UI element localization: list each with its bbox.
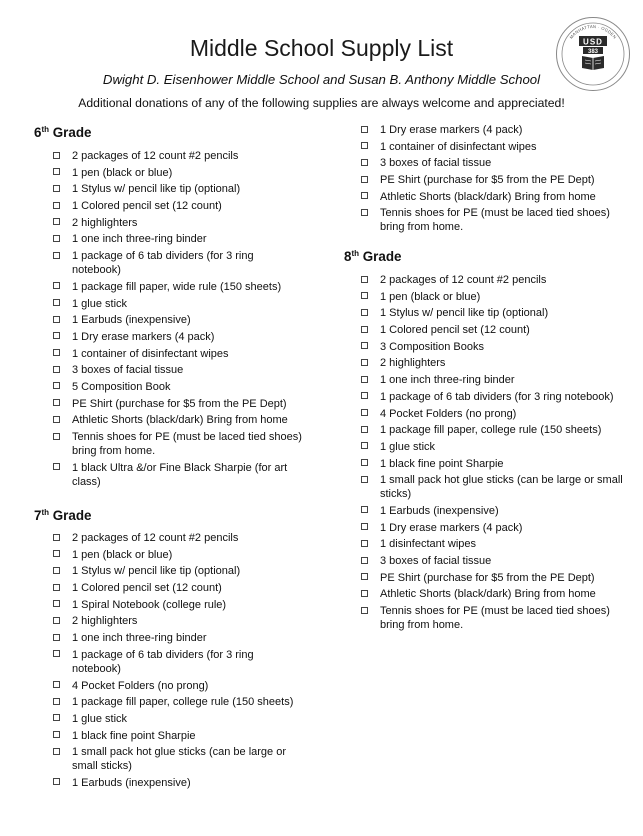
- supply-item: [34, 216, 304, 230]
- checkbox-icon[interactable]: [53, 698, 60, 705]
- supply-item-text: 2 highlighters: [72, 216, 138, 229]
- checkbox-icon[interactable]: [53, 731, 60, 738]
- checkbox-icon[interactable]: [53, 299, 60, 306]
- checkbox-icon[interactable]: [361, 276, 368, 283]
- supply-item-text: 5 Composition Book: [72, 380, 171, 393]
- checkbox-icon[interactable]: [53, 152, 60, 159]
- supply-item: [34, 745, 304, 773]
- supply-item-text: 1 Colored pencil set (12 count): [72, 200, 222, 213]
- supply-item-text: Athletic Shorts (black/dark) Bring from home: [72, 414, 288, 427]
- supply-item: [344, 407, 624, 421]
- checkbox-icon[interactable]: [53, 600, 60, 607]
- supply-item-text: 2 packages of 12 count #2 pencils: [380, 274, 547, 286]
- checkbox-icon[interactable]: [53, 349, 60, 356]
- supply-item-text: 1 Earbuds (inexpensive): [72, 776, 191, 789]
- supply-item: [34, 631, 304, 645]
- checkbox-icon[interactable]: [53, 681, 60, 688]
- supply-item: [34, 413, 304, 427]
- supply-item-text: 1 Stylus w/ pencil like tip (optional): [380, 307, 549, 320]
- supply-item-text: 3 boxes of facial tissue: [380, 555, 492, 567]
- supply-item: [34, 232, 304, 246]
- checkbox-icon[interactable]: [53, 399, 60, 406]
- supply-item: [34, 461, 304, 489]
- checkbox-icon[interactable]: [361, 342, 368, 349]
- supply-item-text: 1 glue stick: [380, 440, 436, 453]
- supply-item-text: 1 Spiral Notebook (college rule): [72, 598, 227, 611]
- supply-list-7th: [34, 531, 304, 793]
- supply-item: [34, 531, 304, 545]
- supply-item-text: 1 Colored pencil set (12 count): [72, 582, 222, 595]
- supply-item: [34, 430, 304, 458]
- checkbox-icon[interactable]: [361, 376, 368, 383]
- supply-item: [344, 290, 624, 304]
- supply-item-text: 1 Dry erase markers (4 pack): [380, 124, 523, 136]
- grade-number: 8: [344, 249, 352, 264]
- supply-item-text: 1 black Ultra &/or Fine Black Sharpie (for art class): [72, 461, 288, 488]
- supply-item: [34, 280, 304, 294]
- supply-item: [344, 587, 624, 601]
- supply-item: [34, 166, 304, 180]
- supply-item-text: 3 boxes of facial tissue: [72, 364, 184, 377]
- grade-suffix: th: [41, 508, 50, 517]
- checkbox-icon[interactable]: [361, 159, 368, 166]
- supply-item: [34, 363, 304, 377]
- supply-item-text: 1 Earbuds (inexpensive): [380, 504, 499, 517]
- grade-heading-8th: [344, 248, 401, 266]
- supply-item-text: 1 package of 6 tab dividers (for 3 ring notebook): [72, 648, 254, 675]
- supply-item-text: 1 package of 6 tab dividers (for 3 ring notebook): [380, 390, 614, 403]
- checkbox-icon[interactable]: [361, 506, 368, 513]
- checkbox-icon[interactable]: [53, 252, 60, 259]
- checkbox-icon[interactable]: [53, 584, 60, 591]
- checkbox-icon[interactable]: [53, 433, 60, 440]
- supply-item: [344, 340, 624, 354]
- checkbox-icon[interactable]: [361, 292, 368, 299]
- supply-item: [344, 390, 624, 404]
- page-title: Middle School Supply List: [189, 35, 454, 61]
- supply-item: [34, 397, 304, 411]
- supply-item-text: 1 black fine point Sharpie: [380, 457, 504, 470]
- supply-item: [344, 373, 624, 387]
- checkbox-icon[interactable]: [361, 590, 368, 597]
- supply-item: [344, 423, 624, 437]
- supply-item: [34, 695, 304, 709]
- supply-item-text: 1 glue stick: [72, 712, 128, 725]
- seal-district-number: 383: [587, 48, 599, 55]
- supply-item: [344, 140, 624, 154]
- supply-item: [344, 123, 624, 137]
- checkbox-icon[interactable]: [361, 442, 368, 449]
- supply-item-text: 1 package fill paper, college rule (150 sheets): [380, 424, 602, 437]
- supply-item-text: PE Shirt (purchase for $5 from the PE Dept): [380, 571, 595, 584]
- supply-item-text: 1 one inch three-ring binder: [72, 233, 207, 246]
- supply-item: [344, 190, 624, 204]
- supply-item: [344, 440, 624, 454]
- supply-item: [34, 564, 304, 578]
- donations-note: Additional donations of any of the following supplies are always welcome and appreciated!: [78, 96, 565, 110]
- supply-list-7th-continued: [344, 123, 624, 237]
- checkbox-icon[interactable]: [53, 634, 60, 641]
- supply-item: [34, 648, 304, 676]
- supply-item-text: Athletic Shorts (black/dark) Bring from home: [380, 588, 596, 601]
- supply-item-text: 1 pen (black or blue): [72, 166, 173, 179]
- supply-item-text: 3 Composition Books: [380, 340, 484, 353]
- seal-ring-text: MANHATTAN · OGDEN: [568, 23, 618, 40]
- checkbox-icon[interactable]: [53, 185, 60, 192]
- supply-item-text: 1 disinfectant wipes: [380, 538, 476, 551]
- supply-item: [34, 729, 304, 743]
- supply-item-text: 3 boxes of facial tissue: [380, 157, 492, 170]
- supply-item: [344, 323, 624, 337]
- supply-item: [344, 173, 624, 187]
- checkbox-icon[interactable]: [53, 748, 60, 755]
- grade-heading-6th: [34, 124, 91, 142]
- supply-item-text: 1 Stylus w/ pencil like tip (optional): [72, 183, 241, 196]
- checkbox-icon[interactable]: [53, 218, 60, 225]
- supply-item: [34, 347, 304, 361]
- supply-item: [344, 273, 624, 287]
- checkbox-icon[interactable]: [361, 409, 368, 416]
- supply-item: [34, 199, 304, 213]
- supply-item-text: 1 Dry erase markers (4 pack): [380, 521, 523, 534]
- checkbox-icon[interactable]: [53, 316, 60, 323]
- supply-item-text: 4 Pocket Folders (no prong): [72, 679, 209, 692]
- supply-item: [344, 554, 624, 568]
- checkbox-icon[interactable]: [53, 463, 60, 470]
- seal-usd-letters: USD: [583, 37, 603, 47]
- supply-item-text: 1 pen (black or blue): [380, 290, 481, 303]
- grade-heading-7th: [34, 507, 91, 525]
- supply-item: [34, 380, 304, 394]
- checkbox-icon[interactable]: [53, 650, 60, 657]
- supply-item-text: 2 packages of 12 count #2 pencils: [72, 532, 239, 544]
- checkbox-icon[interactable]: [361, 192, 368, 199]
- supply-item: [34, 548, 304, 562]
- checkbox-icon[interactable]: [53, 235, 60, 242]
- checkbox-icon[interactable]: [361, 607, 368, 614]
- checkbox-icon[interactable]: [361, 326, 368, 333]
- checkbox-icon[interactable]: [53, 382, 60, 389]
- grade-label: Grade: [362, 249, 402, 264]
- checkbox-icon[interactable]: [361, 476, 368, 483]
- supply-item: [344, 457, 624, 471]
- checkbox-icon[interactable]: [53, 550, 60, 557]
- supply-item-text: 1 container of disinfectant wipes: [380, 140, 537, 153]
- supply-item: [344, 356, 624, 370]
- supply-item: [34, 614, 304, 628]
- grade-suffix: th: [41, 125, 50, 134]
- supply-item-text: 1 Colored pencil set (12 count): [380, 324, 530, 337]
- supply-item: [344, 571, 624, 585]
- checkbox-icon[interactable]: [53, 567, 60, 574]
- supply-item-text: 1 glue stick: [72, 297, 128, 310]
- supply-item: [344, 537, 624, 551]
- checkbox-icon[interactable]: [361, 392, 368, 399]
- grade-number: 6: [34, 125, 42, 140]
- supply-item-text: PE Shirt (purchase for $5 from the PE Dept): [380, 174, 595, 187]
- checkbox-icon[interactable]: [361, 573, 368, 580]
- supply-item: [34, 598, 304, 612]
- supply-item-text: 1 package fill paper, wide rule (150 sheets): [72, 280, 282, 293]
- checkbox-icon[interactable]: [361, 142, 368, 149]
- checkbox-icon[interactable]: [53, 366, 60, 373]
- checkbox-icon[interactable]: [361, 426, 368, 433]
- supply-item: [34, 581, 304, 595]
- supply-item: [34, 776, 304, 790]
- supply-item: [34, 679, 304, 693]
- checkbox-icon[interactable]: [53, 168, 60, 175]
- supply-item: [34, 149, 304, 163]
- supply-item: [344, 156, 624, 170]
- supply-item: [344, 473, 624, 501]
- checkbox-icon[interactable]: [361, 126, 368, 133]
- checkbox-icon[interactable]: [361, 557, 368, 564]
- supply-item-text: 1 Dry erase markers (4 pack): [72, 330, 215, 343]
- checkbox-icon[interactable]: [361, 176, 368, 183]
- supply-item: [34, 712, 304, 726]
- supply-item-text: 2 highlighters: [380, 357, 446, 370]
- checkbox-icon[interactable]: [361, 540, 368, 547]
- district-seal-logo: [555, 16, 631, 92]
- supply-item-text: 1 one inch three-ring binder: [72, 632, 207, 645]
- checkbox-icon[interactable]: [53, 202, 60, 209]
- supply-item-text: 1 black fine point Sharpie: [72, 729, 196, 742]
- checkbox-icon[interactable]: [53, 617, 60, 624]
- supply-item: [344, 206, 624, 234]
- supply-item-text: Athletic Shorts (black/dark) Bring from home: [380, 190, 596, 203]
- supply-item: [34, 330, 304, 344]
- supply-item-text: 1 small pack hot glue sticks (can be large or small sticks): [72, 746, 286, 773]
- supply-item-text: 2 highlighters: [72, 615, 138, 628]
- checkbox-icon[interactable]: [361, 309, 368, 316]
- checkbox-icon[interactable]: [361, 209, 368, 216]
- supply-item: [344, 306, 624, 320]
- checkbox-icon[interactable]: [53, 282, 60, 289]
- supply-item: [34, 313, 304, 327]
- supply-item: [344, 604, 624, 632]
- supply-item: [344, 504, 624, 518]
- checkbox-icon[interactable]: [53, 332, 60, 339]
- supply-item: [34, 182, 304, 196]
- supply-item-text: 1 one inch three-ring binder: [380, 374, 515, 387]
- checkbox-icon[interactable]: [361, 359, 368, 366]
- checkbox-icon[interactable]: [53, 778, 60, 785]
- checkbox-icon[interactable]: [53, 534, 60, 541]
- supply-item-text: Tennis shoes for PE (must be laced tied shoes) bring from home.: [72, 431, 302, 457]
- grade-number: 7: [34, 508, 42, 523]
- supply-item-text: Tennis shoes for PE (must be laced tied shoes) bring from home.: [380, 605, 610, 632]
- supply-list-6th: [34, 149, 304, 491]
- grade-label: Grade: [52, 508, 92, 523]
- supply-item-text: 1 pen (black or blue): [72, 548, 173, 561]
- checkbox-icon[interactable]: [53, 416, 60, 423]
- supply-item: [344, 521, 624, 535]
- supply-item-text: 1 Stylus w/ pencil like tip (optional): [72, 565, 241, 578]
- grade-label: Grade: [52, 125, 92, 140]
- supply-item: [34, 249, 304, 277]
- supply-item-text: 1 Earbuds (inexpensive): [72, 314, 191, 327]
- supply-list-8th: [344, 273, 624, 635]
- supply-item-text: 4 Pocket Folders (no prong): [380, 407, 517, 420]
- supply-item-text: 1 package fill paper, college rule (150 sheets): [72, 696, 294, 709]
- supply-item: [34, 297, 304, 311]
- supply-item-text: 2 packages of 12 count #2 pencils: [72, 150, 239, 162]
- checkbox-icon[interactable]: [361, 459, 368, 466]
- grade-suffix: th: [351, 249, 360, 258]
- supply-item-text: Tennis shoes for PE (must be laced tied shoes) bring from home.: [380, 207, 610, 234]
- supply-item-text: 1 container of disinfectant wipes: [72, 347, 229, 360]
- checkbox-icon[interactable]: [53, 714, 60, 721]
- supply-item-text: PE Shirt (purchase for $5 from the PE Dept): [72, 397, 287, 410]
- supply-item-text: 1 small pack hot glue sticks (can be large or small sticks): [380, 474, 623, 501]
- checkbox-icon[interactable]: [361, 523, 368, 530]
- supply-item-text: 1 package of 6 tab dividers (for 3 ring notebook): [72, 250, 254, 277]
- school-names-subtitle: Dwight D. Eisenhower Middle School and Susan B. Anthony Middle School: [102, 72, 541, 87]
